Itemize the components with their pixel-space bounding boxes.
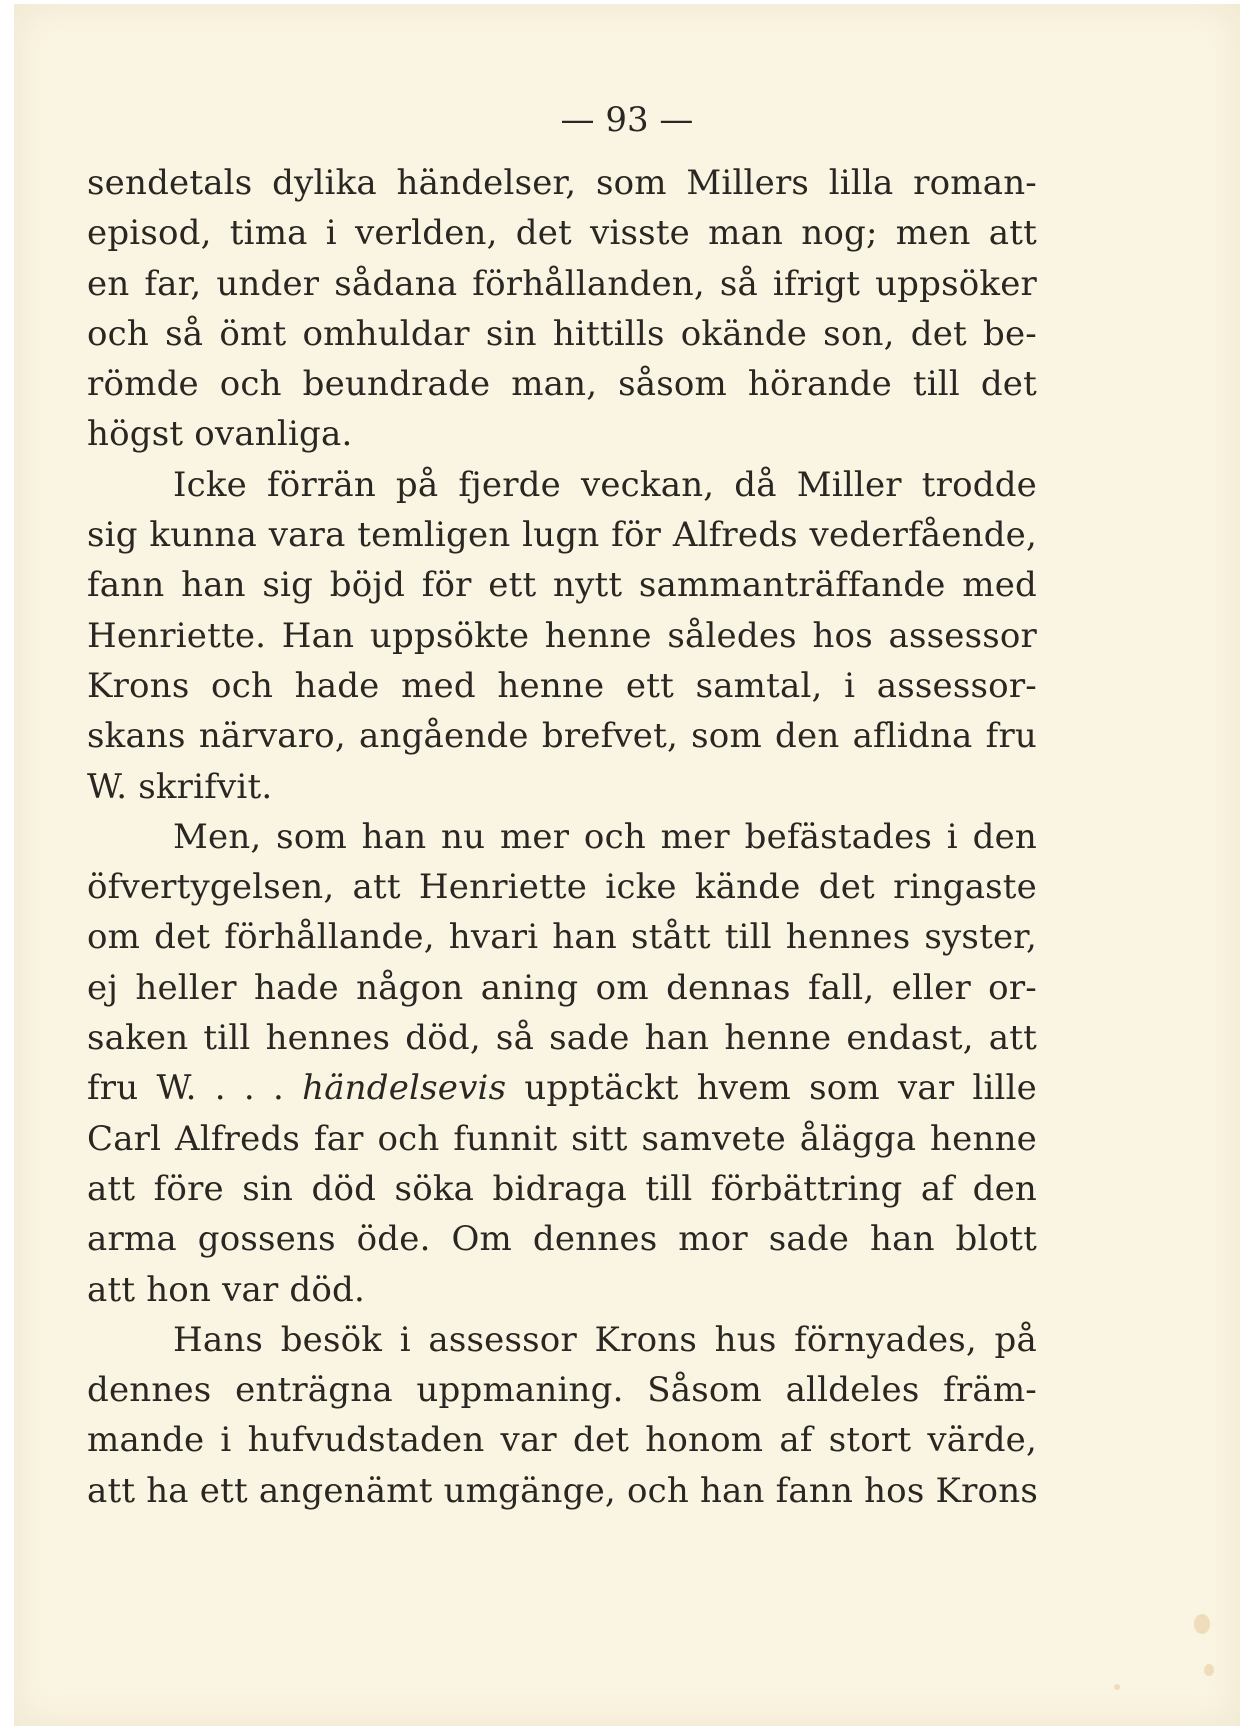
text-line: sig kunna vara temligen lugn för Alfreds vederfående, — [87, 515, 1037, 556]
paper-stain — [1194, 1614, 1210, 1634]
text-segment: upptäckt hvem som var lille — [506, 1068, 1038, 1109]
text-line: och så ömt omhuldar sin hittills okände son, det be- — [87, 313, 1037, 354]
text-line: saken till hennes död, så sade han henne endast, att — [87, 1018, 1037, 1059]
paragraph — [87, 812, 1037, 1315]
paper-stain — [1204, 1664, 1214, 1676]
text-line: mande i hufvudstaden var det honom af stort värde, — [87, 1420, 1037, 1461]
text-line: Carl Alfreds far och funnit sitt samvete ålägga henne — [87, 1118, 1037, 1159]
text-line: fann han sig böjd för ett nytt sammanträffande med — [87, 565, 1037, 606]
text-segment: fru W. . . . — [87, 1068, 303, 1109]
paragraph — [87, 460, 1037, 812]
italic-word: händelsevis — [302, 1068, 507, 1109]
paragraph — [87, 158, 1037, 460]
text-line: dennes enträgna uppmaning. Såsom alldeles främ- — [87, 1370, 1037, 1411]
text-line: Hans besök i assessor Krons hus förnyades, på — [173, 1319, 1037, 1360]
paragraph — [87, 1315, 1037, 1516]
text-line: W. skrifvit. — [87, 766, 273, 807]
text-line: om det förhållande, hvari han stått till hennes syster, — [87, 917, 1037, 958]
text-line: Krons och hade med henne ett samtal, i assessor- — [87, 665, 1037, 706]
text-line-with-italic — [87, 1063, 1037, 1113]
text-line: högst ovanliga. — [87, 414, 353, 455]
text-line: att ha ett angenämt umgänge, och han fann hos Krons — [87, 1470, 1038, 1511]
text-line: Men, som han nu mer och mer befästades i den — [173, 816, 1037, 857]
text-line: arma gossens öde. Om dennes mor sade han blott — [87, 1219, 1037, 1260]
text-line: en far, under sådana förhållanden, så ifrigt uppsöker — [87, 263, 1037, 304]
body-text — [87, 158, 1037, 1516]
page-number: — 93 — — [560, 100, 694, 140]
text-line: sendetals dylika händelser, som Millers lilla roman- — [87, 163, 1037, 203]
text-line: episod, tima i verlden, det visste man nog; men att — [87, 213, 1037, 254]
paper-stain — [1114, 1684, 1120, 1690]
text-line: Icke förrän på fjerde veckan, då Miller trodde — [173, 464, 1037, 505]
text-line: öfvertygelsen, att Henriette icke kände det ringaste — [87, 867, 1037, 908]
text-line: Henriette. Han uppsökte henne således hos assessor — [87, 615, 1037, 656]
text-line: ej heller hade någon aning om dennas fall, eller or- — [87, 967, 1037, 1008]
text-line: att hon var död. — [87, 1269, 366, 1310]
text-line: att före sin död söka bidraga till förbättring af den — [87, 1168, 1037, 1209]
text-line: skans närvaro, angående brefvet, som den aflidna fru — [87, 716, 1037, 757]
text-line: römde och beundrade man, såsom hörande till det — [87, 364, 1037, 405]
